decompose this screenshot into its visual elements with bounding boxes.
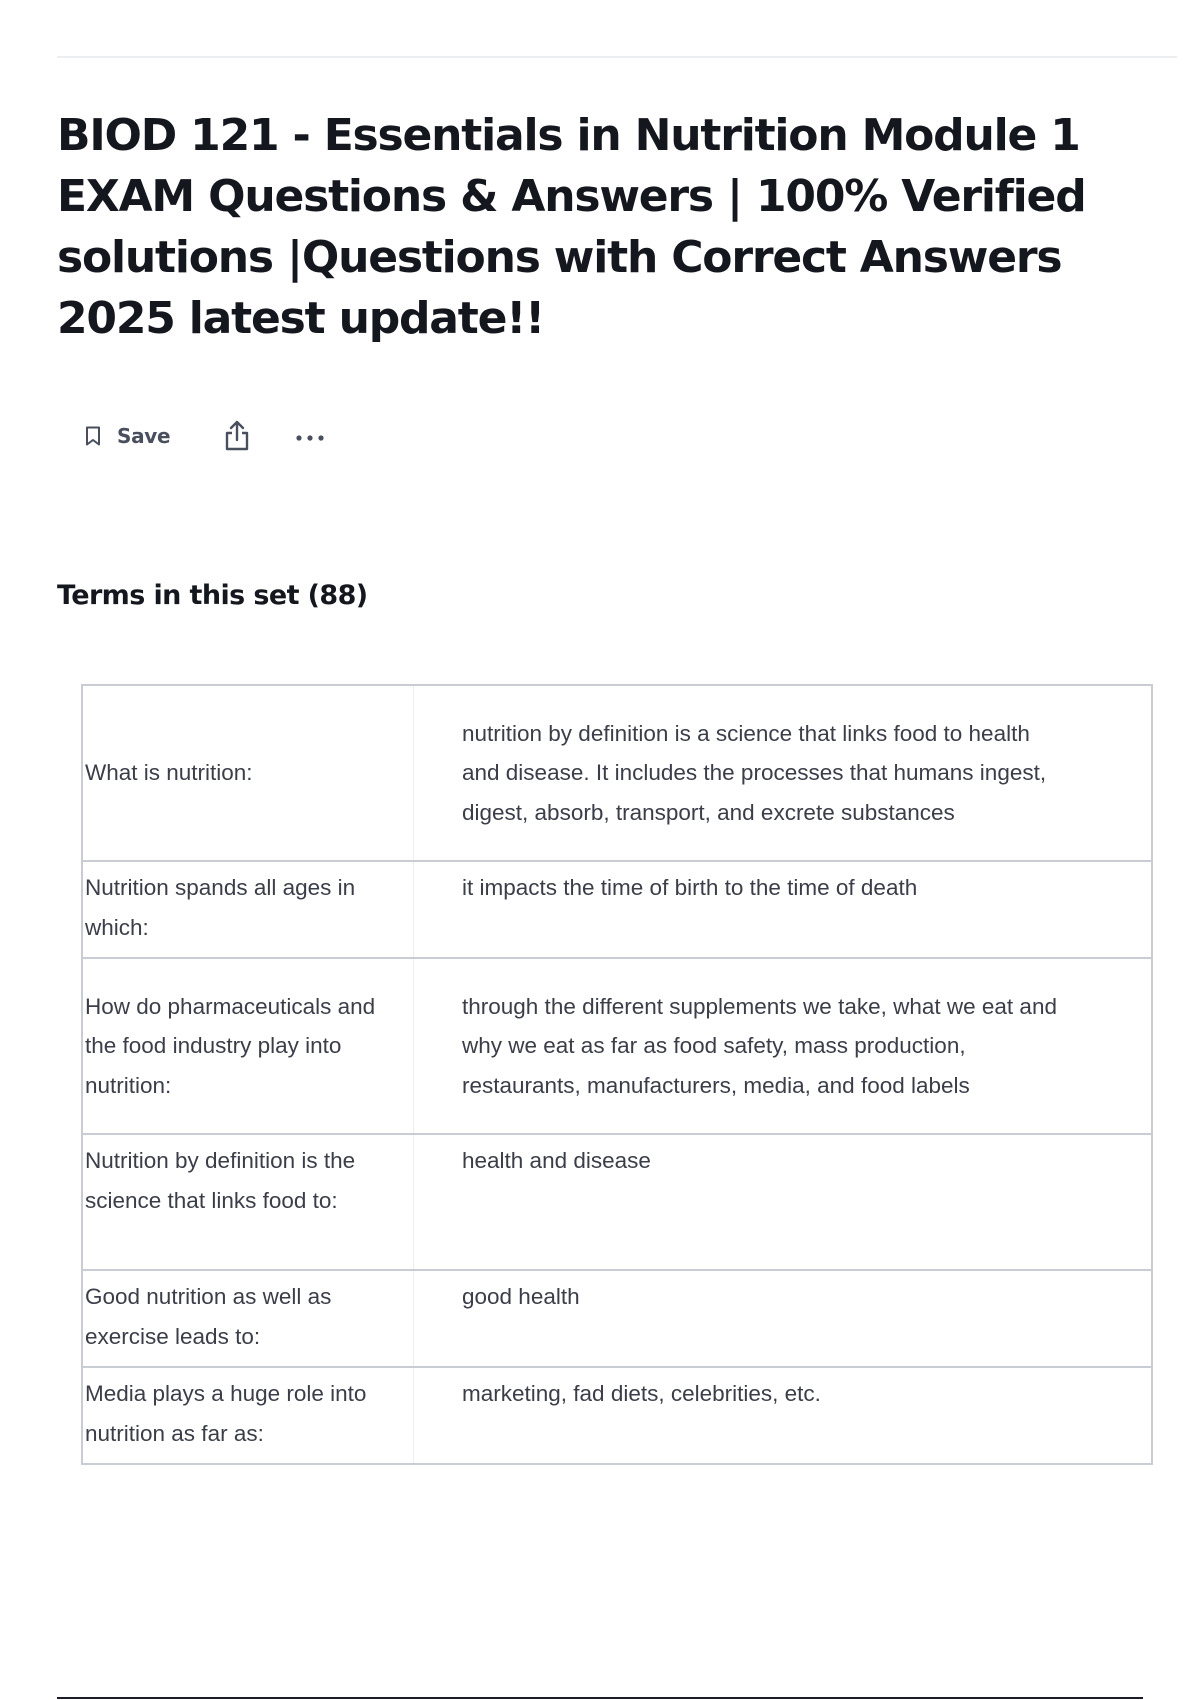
definition-text: health and disease: [414, 1134, 1153, 1270]
term-text: Nutrition by definition is the science that links food to:: [82, 1134, 414, 1270]
terms-heading: Terms in this set (88): [57, 580, 368, 611]
top-divider: [57, 56, 1177, 58]
term-row: [82, 1270, 1152, 1367]
bookmark-icon: [85, 424, 105, 448]
term-row: [82, 1367, 1152, 1464]
definition-text: nutrition by definition is a science that links food to health and disease. It includes the processes that humans ingest, digest, absorb, transport, and excrete substances: [414, 685, 1153, 861]
definition-text: it impacts the time of birth to the time of death: [414, 861, 1153, 958]
term-text: How do pharmaceuticals and the food industry play into nutrition:: [82, 958, 414, 1134]
definition-text: marketing, fad diets, celebrities, etc.: [414, 1367, 1153, 1464]
term-text: Good nutrition as well as exercise leads to:: [82, 1270, 414, 1367]
share-button[interactable]: [222, 420, 252, 452]
save-label: Save: [117, 424, 171, 448]
bottom-divider: [57, 1697, 1143, 1699]
term-row: [82, 1134, 1152, 1270]
more-button[interactable]: [293, 420, 327, 452]
term-text: What is nutrition:: [82, 685, 414, 861]
term-row: [82, 685, 1152, 861]
term-row: [82, 861, 1152, 958]
more-icon: [293, 420, 327, 452]
page-title: BIOD 121 - Essentials in Nutrition Module 1 EXAM Questions & Answers | 100% Verified solutions |Questions with Correct Answers 2025 latest update!!: [57, 110, 1086, 344]
definition-text: through the different supplements we take, what we eat and why we eat as far as food safety, mass production, restaurants, manufacturers, media, and food labels: [414, 958, 1153, 1134]
save-button[interactable]: [85, 418, 170, 454]
term-text: Media plays a huge role into nutrition as far as:: [82, 1367, 414, 1464]
share-icon: [222, 420, 252, 452]
term-text: Nutrition spands all ages in which:: [82, 861, 414, 958]
terms-table: [81, 684, 1153, 1465]
definition-text: good health: [414, 1270, 1153, 1367]
term-row: [82, 958, 1152, 1134]
